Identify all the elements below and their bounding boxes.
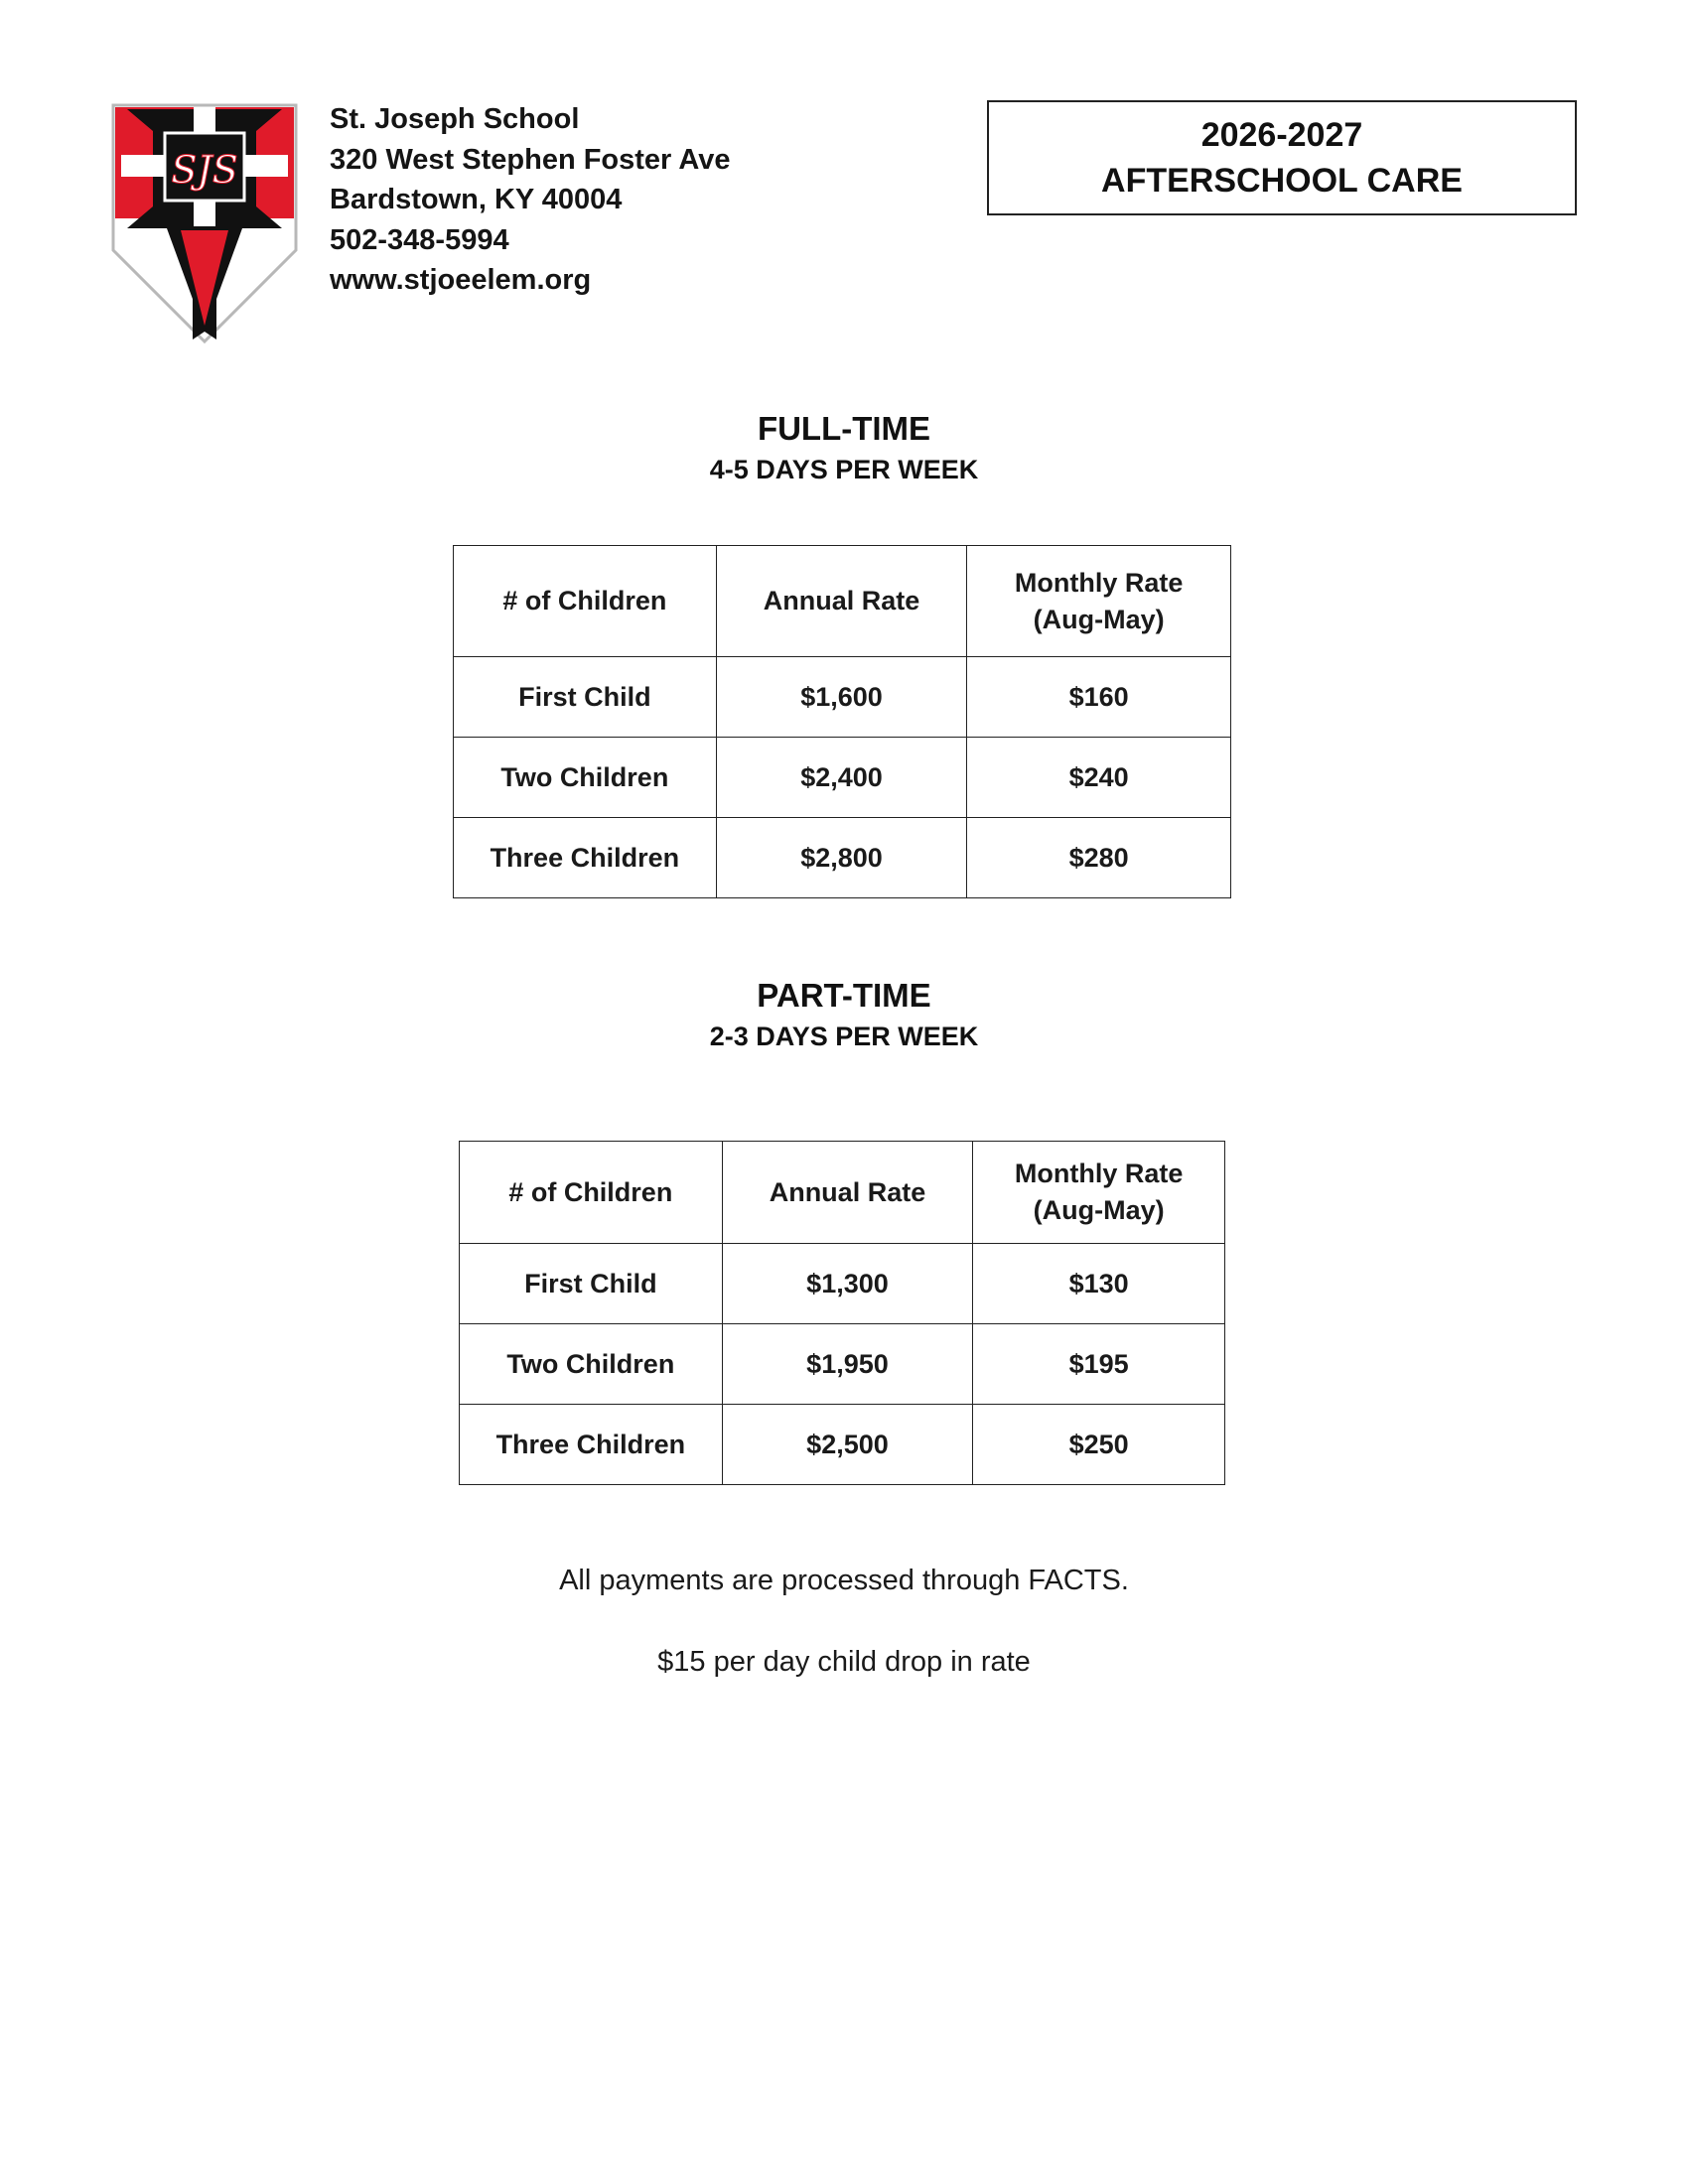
annual-rate-cell: $1,600 <box>716 657 967 738</box>
full-time-heading <box>0 407 1688 488</box>
annual-rate-cell: $2,500 <box>722 1405 973 1485</box>
program-title: AFTERSCHOOL CARE <box>1101 162 1463 200</box>
part-time-heading <box>0 974 1688 1055</box>
children-cell: First Child <box>460 1244 723 1324</box>
monthly-rate-cell: $160 <box>967 657 1231 738</box>
column-header-monthly-line2: (Aug-May) <box>1033 604 1165 634</box>
column-header-monthly <box>967 546 1231 657</box>
children-cell: Two Children <box>454 738 717 818</box>
monthly-rate-cell: $130 <box>973 1244 1225 1324</box>
table-row <box>454 818 1231 898</box>
table-row <box>460 1324 1225 1405</box>
drop-in-rate-note: $15 per day child drop in rate <box>657 1646 1031 1678</box>
column-header-children: # of Children <box>460 1142 723 1244</box>
children-cell: Three Children <box>454 818 717 898</box>
column-header-monthly-line2: (Aug-May) <box>1033 1195 1165 1225</box>
payment-note: All payments are processed through FACTS. <box>559 1565 1129 1596</box>
annual-rate-cell: $2,400 <box>716 738 967 818</box>
school-shield-logo-icon <box>107 101 302 345</box>
full-time-rate-table <box>453 545 1231 898</box>
column-header-annual: Annual Rate <box>722 1142 973 1244</box>
school-year: 2026-2027 <box>1200 116 1363 154</box>
table-row <box>454 738 1231 818</box>
annual-rate-cell: $1,300 <box>722 1244 973 1324</box>
annual-rate-cell: $1,950 <box>722 1324 973 1405</box>
table-row <box>460 1244 1225 1324</box>
annual-rate-cell: $2,800 <box>716 818 967 898</box>
full-time-title: FULL-TIME <box>757 410 931 447</box>
monthly-rate-cell: $250 <box>973 1405 1225 1485</box>
part-time-subtitle: 2-3 DAYS PER WEEK <box>709 1022 979 1051</box>
table-header-row <box>460 1142 1225 1244</box>
logo-text: SJS <box>171 148 238 192</box>
children-cell: First Child <box>454 657 717 738</box>
children-cell: Two Children <box>460 1324 723 1405</box>
column-header-monthly-line1: Monthly Rate <box>1014 567 1184 598</box>
table-header-row <box>454 546 1231 657</box>
monthly-rate-cell: $280 <box>967 818 1231 898</box>
table-row <box>454 657 1231 738</box>
part-time-rate-table <box>459 1141 1225 1485</box>
full-time-subtitle: 4-5 DAYS PER WEEK <box>709 455 979 484</box>
website-link[interactable]: www.stjoeelem.org <box>330 264 592 296</box>
children-cell: Three Children <box>460 1405 723 1485</box>
monthly-rate-cell: $195 <box>973 1324 1225 1405</box>
school-address-block <box>330 99 730 301</box>
street-address: 320 West Stephen Foster Ave <box>330 143 731 176</box>
column-header-monthly-line1: Monthly Rate <box>1014 1159 1184 1188</box>
phone-number: 502-348-5994 <box>330 223 509 256</box>
city-state-zip: Bardstown, KY 40004 <box>330 184 623 215</box>
column-header-monthly <box>973 1142 1225 1244</box>
column-header-children: # of Children <box>454 546 717 657</box>
column-header-annual: Annual Rate <box>716 546 967 657</box>
title-box <box>987 100 1577 215</box>
monthly-rate-cell: $240 <box>967 738 1231 818</box>
school-name: St. Joseph School <box>330 103 580 135</box>
part-time-title: PART-TIME <box>757 977 931 1014</box>
table-row <box>460 1405 1225 1485</box>
